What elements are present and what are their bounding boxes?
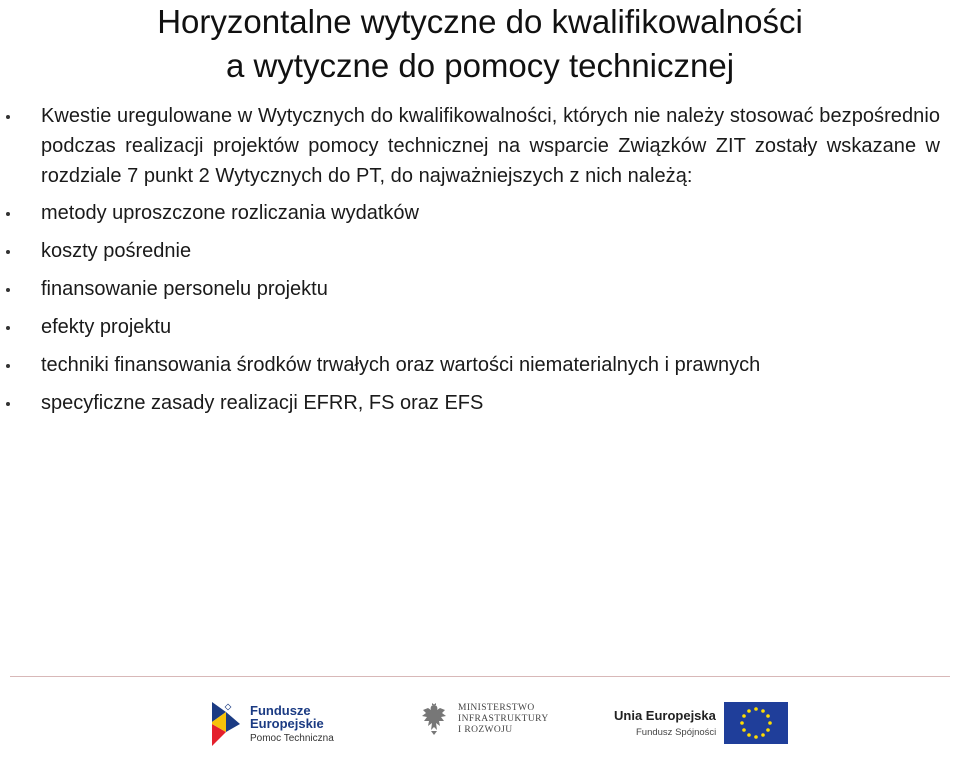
slide-title-line-1: Horyzontalne wytyczne do kwalifikowalności [157,3,803,40]
bullet-dot-icon [6,364,10,368]
ministry-logo-line-1: MINISTERSTWO [458,702,535,713]
fe-logo-line-2: Europejskie [250,715,324,731]
bullet-item [0,198,960,228]
fe-logo-line-3: Pomoc Techniczna [250,732,334,744]
bullet-item-text: koszty pośrednie [41,240,192,262]
ministry-logo [420,702,549,736]
eu-logo-line-2: Fundusz Spójności [636,727,717,738]
bullet-dot-icon [6,288,10,292]
bullet-item-text: efekty projektu [41,316,172,338]
bullet-dot-icon [6,402,10,406]
eu-flag-icon [724,702,788,744]
fundusze-europejskie-logo [212,702,334,746]
bullet-item [0,274,960,304]
fe-logo-line-1: Fundusze [250,702,311,718]
fundusze-europejskie-mark-icon [212,702,242,746]
slide-title-line-2: a wytyczne do pomocy technicznej [225,47,735,84]
bullet-intro [0,101,960,191]
ministry-logo-line-3: I ROZWOJU [458,724,513,735]
bullet-item [0,236,960,266]
bullet-item [0,350,960,380]
slide-title [0,0,960,88]
ministry-logo-line-2: INFRASTRUKTURY [458,713,549,724]
bullet-item-text: techniki finansowania środków trwałych oraz wartości niematerialnych i prawnych [41,354,761,376]
eu-logo-line-1: Unia Europejska [614,708,716,723]
bullet-item [0,312,960,342]
footer-divider [10,676,950,677]
polish-eagle-icon [420,702,448,736]
footer-logos [0,690,960,772]
bullet-item-text: metody uproszczone rozliczania wydatków [41,202,419,224]
bullet-dot-icon [6,212,10,216]
bullet-item-text: specyficzne zasady realizacji EFRR, FS oraz EFS [41,392,484,414]
bullet-item-text: finansowanie personelu projektu [41,278,328,300]
bullet-dot-icon [6,250,10,254]
bullet-dot-icon [6,115,10,119]
intro-text: Kwestie uregulowane w Wytycznych do kwalifikowalności, których nie należy stosować bezpośrednio podczas realizacji projektów pomocy technicznej na wsparcie Związków ZIT zostały wskazane w rozdziale 7 punkt 2 Wytycznych do PT, do najważniejszych z nich należą: [41,105,940,187]
bullet-item [0,388,960,418]
bullet-list [0,101,960,426]
eu-logo [614,702,788,744]
bullet-dot-icon [6,326,10,330]
